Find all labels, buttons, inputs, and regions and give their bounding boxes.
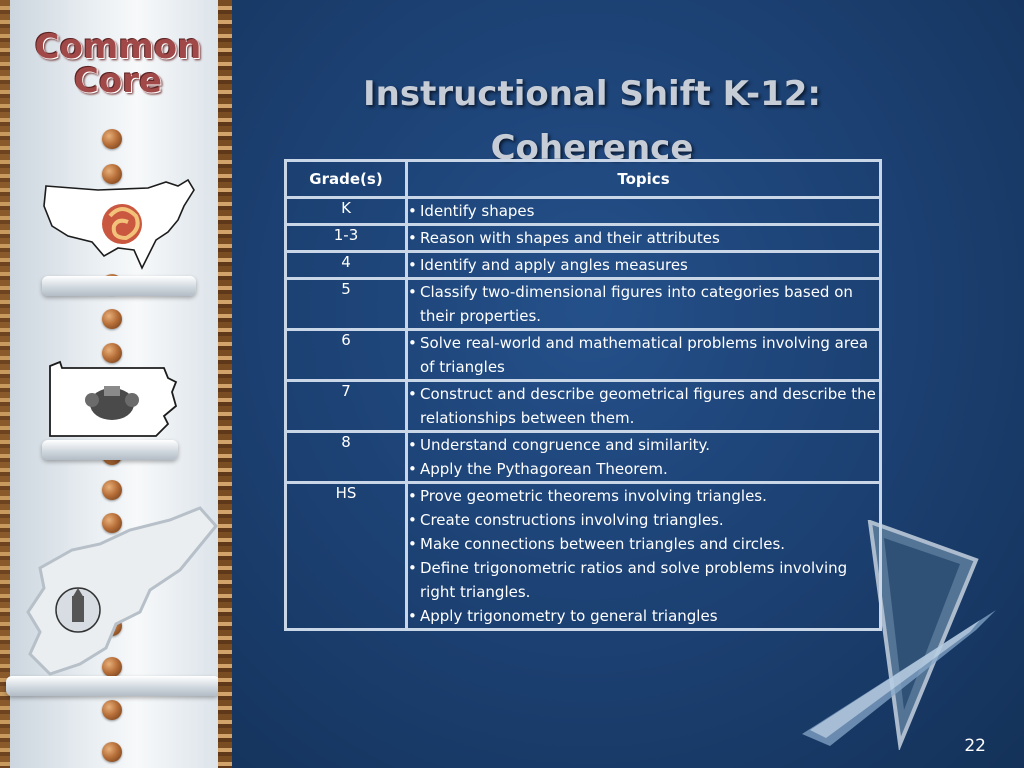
grade-cell: 7 — [286, 381, 407, 432]
topic-item: • Apply trigonometry to general triangles — [408, 604, 879, 628]
topic-item: • Prove geometric theorems involving triangles. — [408, 484, 879, 508]
coherence-table — [284, 159, 882, 631]
topic-item: • Identify shapes — [408, 199, 879, 223]
grade-cell: K — [286, 198, 407, 225]
topic-item: • Reason with shapes and their attributes — [408, 226, 879, 250]
table-row — [286, 279, 881, 330]
topic-item: • Make connections between triangles and circles. — [408, 532, 879, 556]
logo-line-1: Common — [34, 27, 202, 67]
philadelphia-map-icon — [20, 504, 220, 679]
grade-cell: 4 — [286, 252, 407, 279]
topics-cell — [407, 252, 881, 279]
grade-cell: 8 — [286, 432, 407, 483]
grade-cell: 5 — [286, 279, 407, 330]
grade-cell: 1-3 — [286, 225, 407, 252]
common-core-logo — [20, 27, 216, 101]
topics-cell — [407, 225, 881, 252]
bead-icon — [102, 309, 122, 329]
bead-icon — [102, 480, 122, 500]
table-row — [286, 252, 881, 279]
topics-cell — [407, 198, 881, 225]
topics-cell — [407, 279, 881, 330]
table-row — [286, 198, 881, 225]
logo-line-2: Core — [73, 61, 163, 101]
topic-item: • Classify two-dimensional figures into categories based on their properties. — [408, 280, 879, 328]
table-row — [286, 381, 881, 432]
map-shelf — [42, 276, 196, 296]
bead-icon — [102, 700, 122, 720]
topics-cell — [407, 483, 881, 630]
topic-item: • Identify and apply angles measures — [408, 253, 879, 277]
us-map-icon — [38, 176, 198, 276]
map-shelf — [42, 440, 178, 460]
page-number: 22 — [964, 736, 986, 756]
topics-cell — [407, 330, 881, 381]
column-header-topics: Topics — [407, 161, 881, 198]
topics-cell — [407, 381, 881, 432]
topic-item: • Create constructions involving triangles. — [408, 508, 879, 532]
topic-item: • Apply the Pythagorean Theorem. — [408, 457, 879, 481]
bead-icon — [102, 129, 122, 149]
table-row — [286, 330, 881, 381]
title-line-2: Coherence — [490, 127, 694, 168]
title-line-1: Instructional Shift K-12: — [362, 73, 822, 114]
topic-item: • Construct and describe geometrical figures and describe the relationships between them. — [408, 382, 879, 430]
map-shelf — [6, 676, 220, 696]
topic-item: • Solve real-world and mathematical problems involving area of triangles — [408, 331, 879, 379]
table-header-row — [286, 161, 881, 198]
table-row — [286, 225, 881, 252]
pennsylvania-map-icon — [46, 360, 180, 440]
topic-item: • Define trigonometric ratios and solve problems involving right triangles. — [408, 556, 879, 604]
table-body — [286, 198, 881, 630]
topic-item: • Understand congruence and similarity. — [408, 433, 879, 457]
column-header-grades: Grade(s) — [286, 161, 407, 198]
rope-border-right — [218, 0, 232, 768]
table-row — [286, 483, 881, 630]
bead-icon — [102, 742, 122, 762]
grade-cell: HS — [286, 483, 407, 630]
table-row — [286, 432, 881, 483]
rope-border-left — [0, 0, 10, 768]
grade-cell: 6 — [286, 330, 407, 381]
topics-cell — [407, 432, 881, 483]
